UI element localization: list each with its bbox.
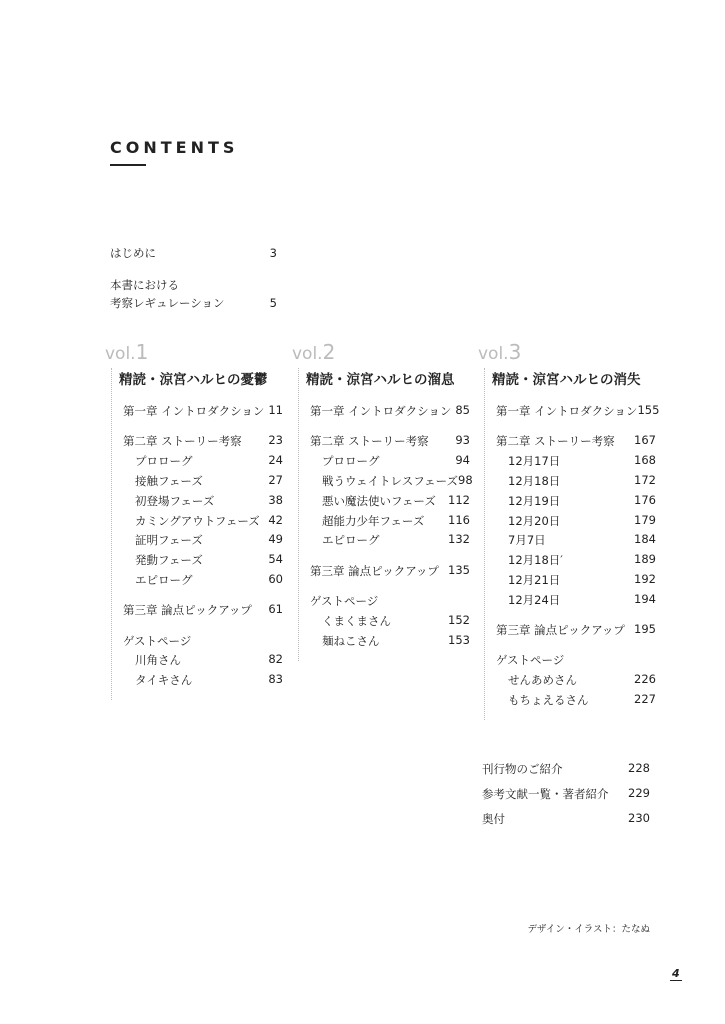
entry-label: 発動フェーズ [135,553,203,568]
entry-label: 初登場フェーズ [135,493,215,508]
toc-entry[interactable] [135,532,283,548]
toc-entry[interactable] [508,692,656,708]
toc-entry[interactable] [508,473,656,489]
entry-page: 195 [634,622,656,636]
entry-label: 第三章 論点ピックアップ [310,563,439,578]
entry-label: 12月19日 [508,493,561,508]
toc-entry[interactable] [322,472,473,489]
volume-number: 3 [508,340,522,364]
toc-entry[interactable] [310,433,470,449]
volume-title: 精読・涼宮ハルヒの消失 [492,372,641,388]
toc-entry[interactable] [110,244,277,262]
entry-label: ゲストページ [123,633,192,648]
entry-label: はじめに [110,246,156,260]
entry-label: 7月7日 [508,533,546,548]
entry-page: 153 [448,632,470,647]
toc-entry[interactable] [135,672,283,688]
entry-page: 132 [448,532,470,547]
entry-page: 229 [628,786,650,800]
entry-page: 49 [268,532,283,547]
toc-entry[interactable] [135,552,283,568]
dotted-divider [298,368,299,661]
entry-label: 第一章 イントロダクション [123,404,265,418]
toc-entry[interactable] [135,453,283,469]
entry-label: 麺ねこさん [322,633,380,648]
entry-label: 悪い魔法使いフェーズ [322,493,436,508]
volume-prefix: vol. [292,344,323,364]
toc-entry[interactable] [322,633,470,649]
toc-entry[interactable] [482,811,650,827]
entry-label: 12月18日 [508,473,561,488]
entry-label: 奥付 [482,812,505,826]
entry-page: 38 [268,492,283,507]
toc-entry[interactable] [123,602,283,618]
entry-label: もちょえるさん [508,692,589,707]
entry-page: 112 [448,492,470,507]
toc-entry[interactable] [496,622,656,638]
entry-label: 第三章 論点ピックアップ [496,623,625,637]
toc-entry[interactable] [123,633,283,649]
entry-page: 192 [634,571,656,586]
toc-entry[interactable] [482,786,650,802]
entry-page: 172 [634,472,656,487]
entry-page: 226 [634,672,656,687]
dotted-divider [484,368,485,720]
entry-page: 24 [268,453,283,468]
entry-page: 176 [634,492,656,507]
toc-entry[interactable] [310,403,470,419]
entry-label: 12月24日 [508,592,561,607]
entry-page: 5 [269,296,277,310]
entry-page: 11 [268,403,283,417]
volume-label [292,340,335,364]
entry-page: 85 [455,403,470,417]
volume-label [478,340,521,364]
toc-entry[interactable] [496,652,656,668]
entry-label: エピローグ [322,533,380,548]
toc-entry[interactable] [496,433,656,449]
volume-prefix: vol. [478,344,509,364]
entry-page: 167 [634,433,656,448]
volume-number: 1 [135,340,149,364]
entry-label: 第一章 イントロダクション [496,404,638,418]
entry-page: 116 [448,512,470,527]
entry-label: ゲストページ [496,653,565,668]
toc-entry[interactable] [135,473,283,489]
volume-prefix: vol. [105,344,136,364]
entry-label: 戦うウェイトレスフェーズ [322,473,459,488]
entry-label: カミングアウトフェーズ [135,513,260,528]
toc-entry[interactable] [508,532,656,548]
entry-page: 61 [268,602,283,617]
entry-label: エピローグ [135,572,193,587]
entry-label: ゲストページ [310,593,379,608]
entry-page: 230 [628,811,650,825]
entry-label: 超能力少年フェーズ [322,513,425,528]
toc-entry[interactable] [508,513,656,529]
entry-page: 82 [268,652,283,667]
entry-label: 第三章 論点ピックアップ [123,603,252,618]
entry-page: 3 [269,246,277,260]
toc-entry[interactable] [135,493,283,509]
volume-number: 2 [322,340,336,364]
entry-label: 刊行物のご紹介 [482,762,563,776]
toc-entry[interactable] [322,613,470,629]
toc-entry[interactable] [310,593,470,609]
entry-label: 第二章 ストーリー考察 [496,434,615,449]
toc-entry[interactable] [135,513,283,529]
entry-label: せんあめさん [508,673,577,688]
entry-label: 証明フェーズ [135,533,203,548]
toc-entry[interactable] [322,453,470,469]
toc-entry[interactable] [508,572,656,588]
entry-page: 228 [628,761,650,775]
entry-page: 155 [637,403,660,417]
toc-entry[interactable] [110,276,277,312]
entry-label: 川角さん [135,653,181,668]
toc-entry[interactable] [508,453,656,469]
page-title: CONTENTS [110,138,239,157]
entry-label: 第二章 ストーリー考察 [310,434,429,449]
toc-entry[interactable] [508,552,656,568]
entry-label: プロローグ [135,454,193,469]
entry-label: 12月20日 [508,513,561,528]
entry-label: くまくまさん [322,613,391,628]
toc-entry[interactable] [322,532,470,548]
volume-title: 精読・涼宮ハルヒの溜息 [306,372,455,388]
entry-label: 本書における 考察レギュレーション [110,278,225,310]
entry-label: 12月18日′ [508,553,563,568]
design-credit: デザイン・イラスト：たなぬ [527,924,650,935]
toc-entry[interactable] [322,493,470,509]
entry-label: 第一章 イントロダクション [310,404,452,418]
entry-label: 12月21日 [508,572,561,587]
toc-entry[interactable] [482,761,650,777]
entry-label: 12月17日 [508,454,561,469]
toc-entry[interactable] [508,672,656,688]
entry-label: 参考文献一覧・著者紹介 [482,787,609,801]
entry-page: 23 [268,433,283,448]
entry-page: 189 [634,552,656,567]
entry-page: 179 [634,512,656,527]
entry-page: 98 [458,472,473,487]
dotted-divider [111,368,112,700]
entry-label: 第二章 ストーリー考察 [123,434,242,449]
entry-page: 194 [634,591,656,606]
entry-label: プロローグ [322,454,380,469]
toc-entry[interactable] [508,592,656,608]
volume-label [105,340,148,364]
entry-page: 94 [455,453,470,468]
entry-page: 93 [455,433,470,448]
title-underline [110,164,146,166]
volume-title: 精読・涼宮ハルヒの憂鬱 [119,372,268,388]
page-number: 4 [672,967,680,980]
entry-page: 135 [448,562,470,577]
entry-page: 42 [268,512,283,527]
entry-label: タイキさん [135,673,193,688]
entry-page: 152 [448,612,470,627]
toc-entry[interactable] [123,403,283,419]
entry-page: 60 [268,571,283,586]
toc-entry[interactable] [496,403,660,419]
toc-entry[interactable] [508,493,656,509]
entry-page: 83 [268,672,283,687]
entry-page: 54 [268,552,283,567]
toc-entry[interactable] [135,652,283,668]
toc-entry[interactable] [123,433,283,449]
toc-entry[interactable] [322,513,470,529]
entry-page: 227 [634,691,656,706]
entry-page: 184 [634,532,656,547]
toc-entry[interactable] [135,572,283,588]
entry-label: 接触フェーズ [135,473,203,488]
entry-page: 27 [268,472,283,487]
entry-page: 168 [634,453,656,468]
toc-entry[interactable] [310,563,470,579]
